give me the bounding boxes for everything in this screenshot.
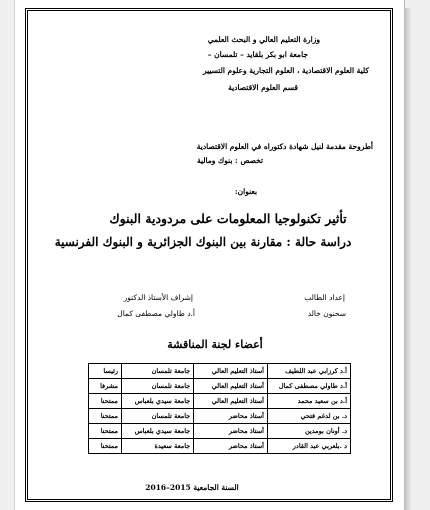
- member-institution: جامعة سيدي بلعباس: [122, 394, 194, 409]
- member-name: أ.د طاولي مصطفى كمال: [267, 379, 350, 394]
- page-shadow: [405, 8, 411, 510]
- member-role: مشرفا: [89, 379, 122, 394]
- document-page: [14, 0, 405, 510]
- committee-table: [88, 363, 351, 454]
- member-rank: أستاذ التعليم العالي: [194, 364, 268, 379]
- member-institution: جامعة تلمسان: [122, 409, 194, 424]
- committee-row: [89, 394, 351, 409]
- member-name: د .بلعربي عبد القادر: [267, 439, 350, 454]
- by-title-label: بعنوان:: [234, 187, 258, 196]
- member-rank: أستاذ محاضر: [194, 439, 268, 454]
- member-institution: جامعة سيدي بلعباس: [122, 424, 194, 439]
- committee-row: [89, 439, 351, 454]
- member-rank: أستاذ محاضر: [194, 424, 268, 439]
- faculty-line: كلية العلوم الاقتصادية ، العلوم التجارية وعلوم التسيير: [202, 66, 369, 75]
- student-name: سحنون خالد: [307, 309, 346, 318]
- member-name: د. بن لدغم فتحي: [267, 409, 350, 424]
- member-rank: أستاذ التعليم العالي: [194, 379, 268, 394]
- student-label: إعداد الطالب: [304, 293, 345, 302]
- member-role: ممتحنا: [89, 424, 122, 439]
- member-role: رئيسا: [89, 364, 122, 379]
- member-role: ممتحنا: [89, 439, 122, 454]
- thesis-title-line2: دراسة حالة : مقارنة بين البنوك الجزائرية و البنوك الفرنسية: [54, 235, 352, 249]
- committee-title: أعضاء لجنة المناقشة: [167, 338, 263, 351]
- member-role: ممتحنا: [89, 409, 122, 424]
- member-name: أ.د بن سعيد محمد: [267, 394, 350, 409]
- member-name: أ.د كرزابي عبد اللطيف: [267, 364, 350, 379]
- university-line: جامعة ابو بكر بلقايد – تلمسان –: [207, 50, 308, 59]
- member-institution: جامعة تلمسان: [122, 364, 194, 379]
- ministry-line: وزارة التعليم العالي و البحث العلمي: [207, 35, 320, 44]
- specialty-line: تخصص : بنوك ومالية: [196, 156, 264, 165]
- committee-row: [89, 364, 351, 379]
- committee-row: [89, 424, 351, 439]
- member-name: د. أونان بومدين: [267, 424, 350, 439]
- committee-row: [89, 379, 351, 394]
- member-rank: أستاذ محاضر: [194, 409, 268, 424]
- member-institution: جامعة سعيدة: [122, 439, 194, 454]
- thesis-title-line1: تأثير تكنولوجيا المعلومات على مردودية البنوك: [109, 211, 347, 226]
- supervisor-name: أ.د طاولي مصطفى كمال: [117, 309, 195, 318]
- thesis-description: أطروحة مقدمة لنيل شهادة دكتوراه في العلوم الاقتصادية: [196, 142, 373, 151]
- member-rank: أستاذ التعليم العالي: [194, 394, 268, 409]
- academic-year: السنة الجامعية 2015–2016: [145, 483, 239, 492]
- member-role: ممتحنا: [89, 394, 122, 409]
- committee-row: [89, 409, 351, 424]
- department-line: قسم العلوم الاقتصادية: [228, 83, 298, 92]
- supervisor-label: إشراف الأستاذ الدكتور: [123, 293, 193, 302]
- member-institution: جامعة تلمسان: [122, 379, 194, 394]
